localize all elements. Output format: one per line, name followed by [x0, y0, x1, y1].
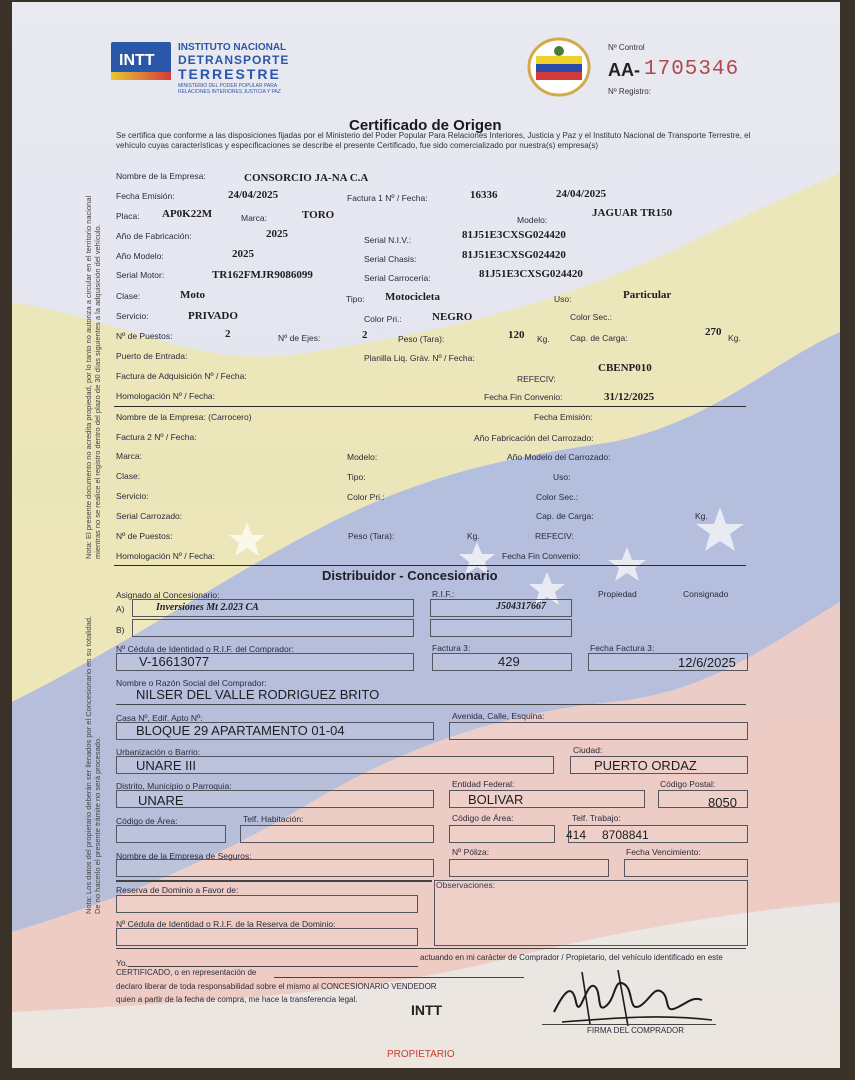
carrocero-empresa: Nombre de la Empresa: (Carrocero): [116, 412, 252, 422]
value-telf-area: 414: [566, 828, 587, 842]
carrocero-cap-carga: Cap. de Carga:: [536, 511, 594, 521]
label-ci-comprador: Nº Cédula de Identidad o R.I.F. del Comprador:: [116, 644, 294, 654]
rif-b-field: [430, 619, 572, 637]
value-ciudad: PUERTO ORDAZ: [594, 758, 697, 773]
control-label: Nº Control: [608, 43, 645, 52]
divider-vehicle: [114, 406, 746, 407]
label-fecha-factura3: Fecha Factura 3:: [590, 643, 655, 653]
representacion-line: [274, 977, 524, 978]
footer-line-1: CERTIFICADO, o en representación de: [116, 968, 257, 977]
value-factura1-fecha: 24/04/2025: [556, 188, 607, 200]
label-poliza: Nº Póliza:: [452, 847, 490, 857]
carrocero-color-sec: Color Sec.:: [536, 492, 579, 502]
value-nombre: NILSER DEL VALLE RODRIGUEZ BRITO: [136, 687, 380, 702]
label-empresa: Nombre de la Empresa:: [116, 171, 206, 181]
label-planilla: Planilla Liq. Gráv. Nº / Fecha:: [364, 353, 475, 363]
label-servicio: Servicio:: [116, 311, 149, 321]
footer-yo: Yo,: [116, 958, 128, 968]
value-rif: J504317667: [496, 601, 546, 612]
label-factura-adq: Factura de Adquisición Nº / Fecha:: [116, 371, 247, 381]
label-codigo-area-2: Código de Área:: [452, 813, 514, 823]
seguros-field: [116, 859, 434, 877]
label-casa: Casa Nº, Edif. Apto Nº:: [116, 713, 203, 723]
label-nombre-comprador: Nombre o Razón Social del Comprador:: [116, 678, 267, 688]
ci-reserva-field: [116, 928, 418, 946]
value-urbanizacion: UNARE III: [136, 758, 196, 773]
carrocero-clase: Clase:: [116, 471, 141, 481]
value-tipo: Motocicleta: [385, 291, 440, 303]
registro-label: Nº Registro:: [608, 87, 651, 96]
carrocero-color-pri: Color Pri.:: [347, 492, 385, 502]
footer-divider: [116, 948, 746, 949]
value-empresa: CONSORCIO JA-NA C.A: [244, 172, 369, 184]
label-reserva: Reserva de Dominio a Favor de:: [116, 885, 239, 895]
value-serial-niv: 81J51E3CXSG024420: [462, 229, 566, 241]
value-color-pri: NEGRO: [432, 311, 473, 323]
value-uso: Particular: [623, 289, 672, 301]
label-clase: Clase:: [116, 291, 141, 301]
footer-propietario: PROPIETARIO: [387, 1049, 455, 1060]
side-note-top: Nota: El presente documento no acredita propiedad, por lo tanto no autoriza a circular en el territorio nacional mientras no se realice el registro dentro del plazo de 30 días siguientes a la adquisición del vehículo.: [84, 195, 102, 559]
carrocero-fecha-fin: Fecha Fin Convenio:: [502, 551, 581, 561]
control-prefix: AA-: [608, 60, 640, 80]
label-kg: Kg.: [537, 334, 550, 344]
seguros-underline: [116, 880, 432, 882]
carrocero-modelo: Modelo:: [347, 452, 378, 462]
label-rif: R.I.F.:: [432, 589, 455, 599]
label-factura1: Factura 1 Nº / Fecha:: [347, 193, 428, 203]
label-a: A): [116, 604, 125, 614]
value-peso: 120: [508, 329, 525, 341]
footer-actuando: actuando en mi carácter de Comprador / Propietario, del vehículo identificado en este: [420, 953, 723, 962]
label-color-sec: Color Sec.:: [570, 312, 613, 322]
carrocero-servicio: Servicio:: [116, 491, 149, 501]
value-casa: BLOQUE 29 APARTAMENTO 01-04: [136, 723, 345, 738]
carrocero-puestos: Nº de Puestos:: [116, 531, 173, 541]
value-fecha-fin: 31/12/2025: [604, 391, 655, 403]
carrocero-peso: Peso (Tara):: [348, 531, 395, 541]
nombre-underline: [116, 704, 746, 705]
value-factura3: 429: [498, 654, 520, 669]
label-refeciv: REFECIV:: [517, 374, 556, 384]
value-refeciv: CBENP010: [598, 362, 652, 374]
control-number: 1705346: [644, 58, 740, 81]
value-fecha-emision: 24/04/2025: [228, 189, 279, 201]
label-marca: Marca:: [241, 213, 267, 223]
label-puerto: Puerto de Entrada:: [116, 351, 188, 361]
label-avenida: Avenida, Calle, Esquina:: [452, 711, 545, 721]
carrocero-kg-2: Kg.: [467, 531, 480, 541]
label-ci-reserva: Nº Cédula de Identidad o R.I.F. de la Reserva de Dominio:: [116, 919, 336, 929]
telf-hab-field: [240, 825, 434, 843]
label-observaciones: Observaciones:: [436, 880, 496, 890]
carrocero-factura2: Factura 2 Nº / Fecha:: [116, 432, 197, 442]
value-anio-fab: 2025: [266, 228, 288, 240]
codigo-area-field: [116, 825, 226, 843]
carrocero-homologacion: Homologación Nº / Fecha:: [116, 551, 216, 561]
value-telf-numero: 8708841: [602, 828, 649, 842]
carrocero-tipo: Tipo:: [347, 472, 366, 482]
intt-logo: INTT: [111, 42, 171, 82]
label-tipo: Tipo:: [346, 294, 365, 304]
label-telf-hab: Telf. Habitación:: [243, 814, 304, 824]
carrocero-uso: Uso:: [553, 472, 571, 482]
label-b: B): [116, 625, 125, 635]
value-factura1-num: 16336: [470, 189, 498, 201]
label-serial-carroceria: Serial Carrocería:: [364, 273, 431, 283]
institution-line-2: DETRANSPORTE: [178, 53, 290, 67]
poliza-field: [449, 859, 609, 877]
label-propiedad: Propiedad: [598, 589, 637, 599]
label-seguros: Nombre de la Empresa de Seguros:: [116, 851, 252, 861]
vencimiento-field: [624, 859, 748, 877]
label-cap-carga: Cap. de Carga:: [570, 333, 628, 343]
value-marca: TORO: [302, 209, 335, 221]
value-modelo: JAGUAR TR150: [592, 207, 673, 219]
codigo-area-2-field: [449, 825, 555, 843]
value-serial-chasis: 81J51E3CXSG024420: [462, 249, 566, 261]
venezuela-seal-icon: [526, 36, 592, 98]
yo-line: [128, 966, 418, 967]
label-uso: Uso:: [554, 294, 572, 304]
value-ci: V-16613077: [139, 654, 210, 669]
institution-small-1: MINISTERIO DEL PODER POPULAR PARA: [178, 83, 278, 89]
label-entidad: Entidad Federal:: [452, 779, 515, 789]
label-fecha-emision: Fecha Emisión:: [116, 191, 175, 201]
reserva-field: [116, 895, 418, 913]
value-codigo-postal: 8050: [708, 795, 737, 810]
label-placa: Placa:: [116, 211, 140, 221]
page-title: Certificado de Origen: [349, 117, 502, 134]
value-ejes: 2: [362, 329, 368, 341]
value-placa: AP0K22M: [162, 208, 213, 220]
label-serial-niv: Serial N.I.V.:: [364, 235, 411, 245]
carrocero-kg: Kg.: [695, 511, 708, 521]
value-clase: Moto: [180, 289, 206, 301]
label-kg-2: Kg.: [728, 333, 741, 343]
certificate-document: [12, 2, 840, 1068]
footer-firma: FIRMA DEL COMPRADOR: [587, 1026, 685, 1035]
footer-intt: INTT: [411, 1002, 443, 1018]
signature-line: [542, 1024, 716, 1025]
value-puestos: 2: [225, 328, 231, 340]
institution-line-1: INSTITUTO NACIONAL: [178, 42, 287, 53]
value-serial-carroceria: 81J51E3CXSG024420: [479, 268, 583, 280]
label-vencimiento: Fecha Vencimiento:: [626, 847, 701, 857]
label-consignado: Consignado: [683, 589, 729, 599]
value-fecha-factura3: 12/6/2025: [678, 655, 736, 670]
label-distrito: Distrito, Municipio o Parroquia:: [116, 781, 232, 791]
value-servicio: PRIVADO: [188, 310, 238, 322]
value-concesionario: Inversiones Mt 2.023 CA: [156, 602, 259, 613]
carrocero-refeciv: REFECIV:: [535, 531, 574, 541]
label-ejes: Nº de Ejes:: [278, 333, 321, 343]
label-anio-fab: Año de Fabricación:: [116, 231, 192, 241]
label-codigo-area: Código de Área:: [116, 816, 178, 826]
concesionario-b-field: [132, 619, 414, 637]
side-note-bottom: Nota: Los datos del propietario deberán ser llenados por el Concesionario en su totalidad. De no hacerlo el presente trámite no será procesado.: [84, 615, 102, 914]
footer-line-2: declaro liberar de toda responsabilidad sobre el mismo al CONCESIONARIO VENDEDOR: [116, 982, 437, 991]
avenida-field: [449, 722, 748, 740]
value-entidad: BOLIVAR: [468, 792, 524, 807]
label-serial-motor: Serial Motor:: [116, 270, 165, 280]
label-anio-modelo: Año Modelo:: [116, 251, 164, 261]
label-puestos: Nº de Puestos:: [116, 331, 173, 341]
value-serial-motor: TR162FMJR9086099: [212, 269, 313, 281]
label-asignado: Asignado al Concesionario:: [116, 590, 220, 600]
label-ciudad: Ciudad:: [573, 745, 603, 755]
carrocero-marca: Marca:: [116, 451, 142, 461]
carrocero-anio-fab: Año Fabricación del Carrozado:: [474, 433, 594, 443]
label-peso: Peso (Tara):: [398, 334, 445, 344]
value-cap-carga: 270: [705, 326, 722, 338]
label-serial-chasis: Serial Chasis:: [364, 254, 417, 264]
label-codigo-postal: Código Postal:: [660, 779, 716, 789]
divider-carrocero: [114, 565, 746, 566]
label-urbanizacion: Urbanización o Barrio:: [116, 747, 201, 757]
label-telf-trabajo: Telf. Trabajo:: [572, 813, 621, 823]
label-factura3: Factura 3:: [432, 643, 471, 653]
label-color-pri: Color Pri.:: [364, 314, 402, 324]
footer-line-3: quien a partir de la fecha de compra, me hace la transferencia legal.: [116, 995, 358, 1004]
telf-trabajo-field: [568, 825, 748, 843]
institution-line-3: TERRESTRE: [178, 66, 281, 82]
label-homologacion: Homologación Nº / Fecha:: [116, 391, 216, 401]
institution-small-2: RELACIONES INTERIORES JUSTICIA Y PAZ: [178, 89, 281, 95]
label-fecha-fin: Fecha Fin Convenio:: [484, 392, 563, 402]
distribuidor-title: Distribuidor - Concesionario: [322, 568, 498, 583]
value-distrito: UNARE: [138, 793, 184, 808]
value-anio-modelo: 2025: [232, 248, 254, 260]
observaciones-field: [434, 880, 748, 946]
carrocero-anio-modelo: Año Modelo del Carrozado:: [507, 452, 611, 462]
carrocero-serial: Serial Carrozado:: [116, 511, 183, 521]
label-modelo: Modelo:: [517, 215, 548, 225]
carrocero-fecha-emision: Fecha Emisión:: [534, 412, 593, 422]
intro-text: Se certifica que conforme a las disposiciones fijadas por el Ministerio del Poder Popular Para Relaciones Interiores, Justicia y Paz y el Instituto Nacional de Transporte Terrestre, el vehículo cuyas características y especificaciones se describe el presente Certificado, fue sido comercializado por nuestra(s) empresa(s): [116, 131, 751, 150]
